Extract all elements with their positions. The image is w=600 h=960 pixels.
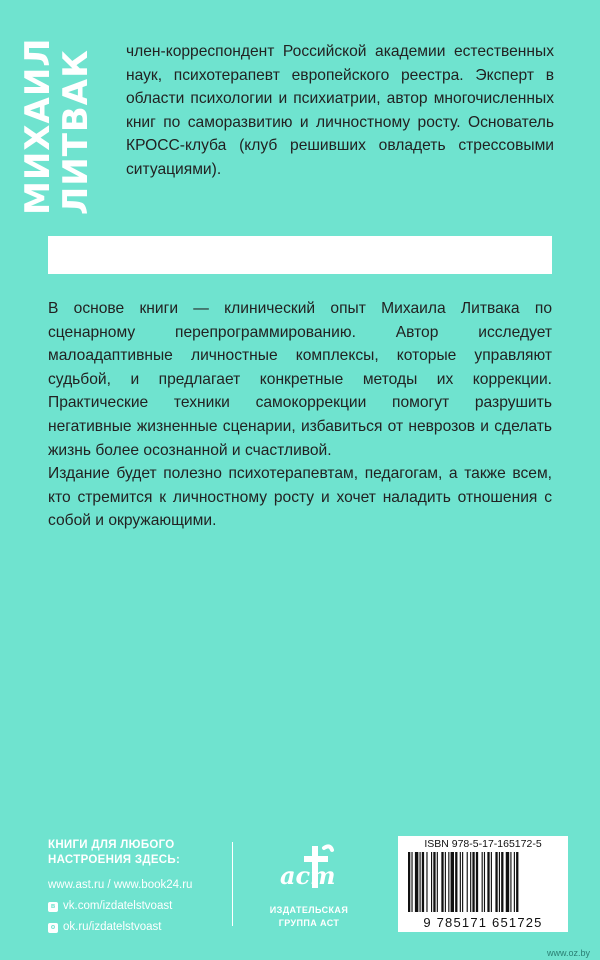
barcode-bar [472, 852, 474, 912]
barcode-bar [499, 852, 500, 912]
ok-link[interactable] [48, 918, 228, 937]
author-first-name: МИХАИЛ [18, 37, 58, 215]
barcode-bar [455, 852, 457, 912]
barcode-digits: 9 785171 651725 [423, 915, 543, 930]
vk-link[interactable] [48, 897, 228, 916]
barcode-bar [445, 852, 446, 912]
barcode-bar [501, 852, 503, 912]
footer-divider [232, 842, 233, 926]
vk-icon: в [48, 902, 58, 912]
barcode-bar [476, 852, 478, 912]
barcode-bar [510, 852, 511, 912]
watermark: www.oz.by [546, 948, 590, 958]
barcode-bars [406, 852, 560, 914]
book-description [48, 297, 552, 533]
ok-icon: о [48, 923, 58, 933]
barcode-bar [470, 852, 471, 912]
ast-logo-icon [274, 838, 344, 898]
ok-link-text: ok.ru/izdatelstvoast [63, 921, 162, 933]
barcode-bar [433, 852, 435, 912]
author-name [20, 35, 96, 215]
isbn-label: ISBN 978-5-17-165172-5 [424, 838, 542, 850]
barcode-bar [516, 852, 518, 912]
author-bio: член-корреспондент Российской академии естественных наук, психотерапевт европейского реестра. Эксперт в области психологии и психиатрии, автор многочисленных книг по саморазвитию и личностному росту. Основатель КРОСС-клуба (клуб решивших овладеть стрессовыми ситуациями). [126, 43, 554, 178]
barcode-bar [448, 852, 449, 912]
barcode-bar [482, 852, 483, 912]
vk-link-text: vk.com/izdatelstvoast [63, 900, 173, 912]
barcode-bar [420, 852, 421, 912]
promo-title-line2: НАСТРОЕНИЯ ЗДЕСЬ: [48, 854, 181, 866]
barcode-bar [411, 852, 412, 912]
barcode-bar [484, 852, 485, 912]
barcode-bar [514, 852, 515, 912]
barcode-bar [491, 852, 492, 912]
barcode-bar [451, 852, 454, 912]
barcode-bar [487, 852, 489, 912]
publisher-logo [250, 838, 368, 929]
barcode-bar [426, 852, 427, 912]
divider-bar [48, 236, 552, 274]
barcode-bar [422, 852, 424, 912]
barcode-bar [437, 852, 438, 912]
barcode-bar [506, 852, 509, 912]
barcode-bar [415, 852, 418, 912]
author-last-name: ЛИТВАК [56, 49, 96, 215]
barcode-bar [462, 852, 463, 912]
publisher-caption-2: ГРУППА АСТ [278, 918, 340, 928]
promo-title-line1: КНИГИ ДЛЯ ЛЮБОГО [48, 839, 175, 851]
publisher-caption-1: ИЗДАТЕЛЬСКАЯ [269, 905, 349, 915]
barcode-bar [408, 852, 410, 912]
barcode-bar [495, 852, 497, 912]
logo-text: аст [280, 861, 336, 890]
barcode [398, 836, 568, 932]
footer-promo [48, 838, 228, 937]
barcode-bar [431, 852, 432, 912]
barcode-bar [460, 852, 461, 912]
description-paragraph: Издание будет полезно психотерапевтам, педагогам, а также всем, кто стремится к личностному росту и хочет наладить отношения с собой и окружающими. [48, 465, 552, 530]
website-links[interactable]: www.ast.ru / www.book24.ru [48, 879, 193, 891]
description-paragraph: В основе книги — клинический опыт Михаила Литвака по сценарному перепрограммированию. Автор исследует малоадаптивные личностные комплексы, которые управляют судьбой, и предлагает конкретные методы их коррекции. Практические техники самокоррекции помогут разрушить негативные жизненные сценарии, избавиться от неврозов и сделать жизнь более осознанной и счастливой. [48, 300, 552, 459]
barcode-bar [441, 852, 443, 912]
barcode-bar [467, 852, 468, 912]
